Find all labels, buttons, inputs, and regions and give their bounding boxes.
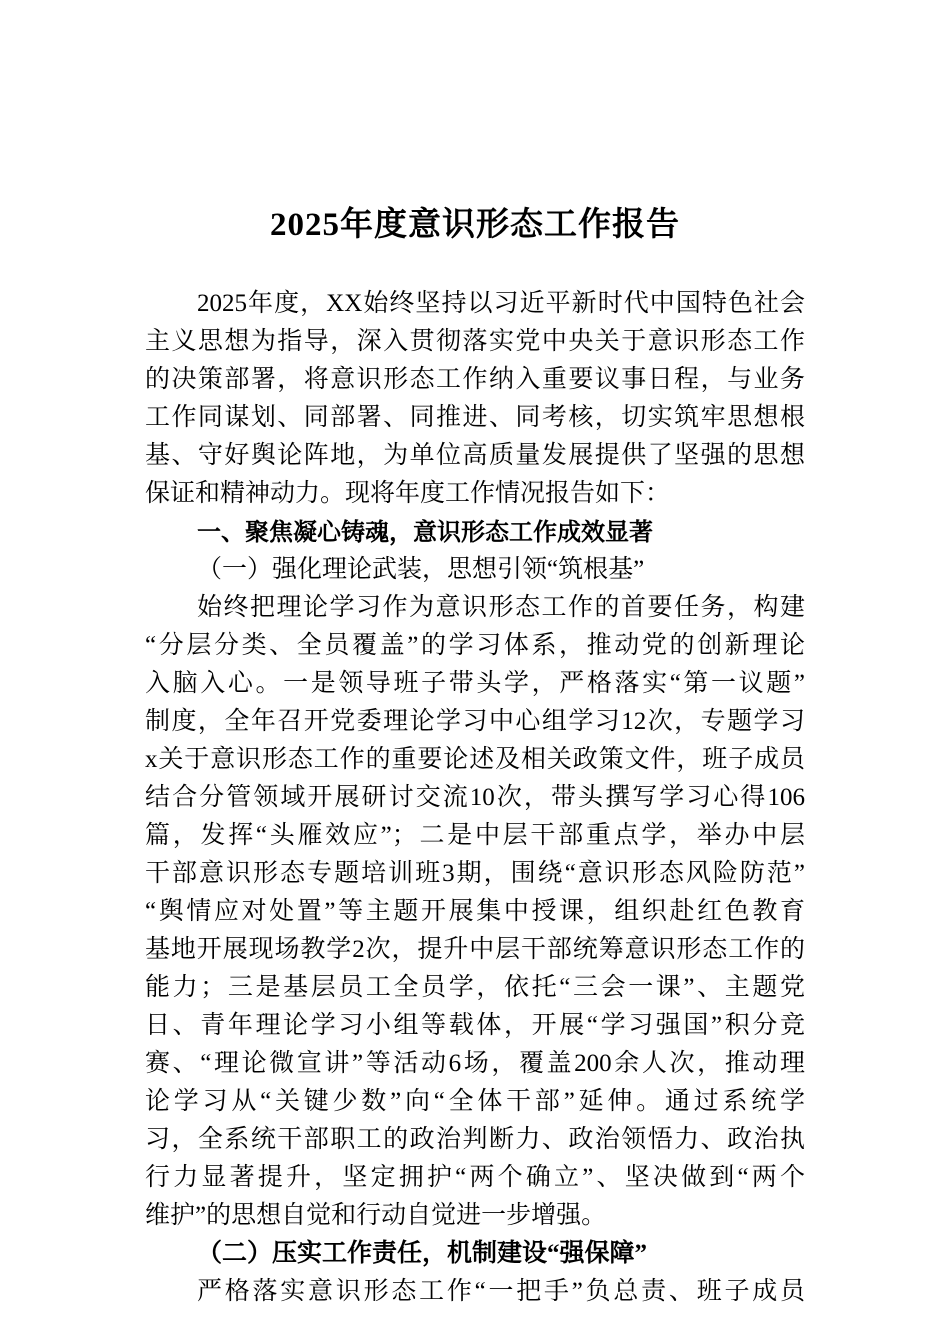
paragraph-line: 制度，全年召开党委理论学习中心组学习12次，专题学习 xyxy=(145,708,805,735)
paragraph-line: “分层分类、全员覆盖”的学习体系，推动党的创新理论 xyxy=(145,632,805,659)
section-heading: 一、聚焦凝心铸魂，意识形态工作成效显著 xyxy=(197,518,653,546)
paragraph-line: 基地开展现场教学2次，提升中层干部统筹意识形态工作的 xyxy=(145,936,805,963)
paragraph-line: 赛、“理论微宣讲”等活动6场，覆盖200余人次，推动理 xyxy=(145,1050,805,1077)
subsection-heading: （二）压实工作责任，机制建设“强保障” xyxy=(197,1240,648,1267)
paragraph-line: 行力显著提升，坚定拥护“两个确立”、坚决做到“两个 xyxy=(145,1164,805,1191)
paragraph-line: 日、青年理论学习小组等载体，开展“学习强国”积分竞 xyxy=(145,1012,805,1039)
paragraph-line: 干部意识形态专题培训班3期，围绕“意识形态风险防范” xyxy=(145,860,805,887)
paragraph-line: 始终把理论学习作为意识形态工作的首要任务，构建 xyxy=(197,594,805,621)
paragraph-line: 严格落实意识形态工作“一把手”负总责、班子成员 xyxy=(197,1278,805,1305)
paragraph-line: 论学习从“关键少数”向“全体干部”延伸。通过系统学 xyxy=(145,1088,805,1115)
intro-line: 的决策部署，将意识形态工作纳入重要议事日程，与业务 xyxy=(145,366,805,393)
paragraph-line: 结合分管领域开展研讨交流10次，带头撰写学习心得106 xyxy=(145,784,805,811)
intro-line: 2025年度，XX始终坚持以习近平新时代中国特色社会 xyxy=(197,290,805,317)
document-title: 2025年度意识形态工作报告 xyxy=(270,207,680,243)
document-body xyxy=(145,285,805,1311)
paragraph-line: 维护”的思想自觉和行动自觉进一步增强。 xyxy=(145,1202,607,1229)
intro-line: 工作同谋划、同部署、同推进、同考核，切实筑牢思想根 xyxy=(145,404,805,431)
paragraph-line: 入脑入心。一是领导班子带头学，严格落实“第一议题” xyxy=(145,670,805,697)
paragraph-line: x关于意识形态工作的重要论述及相关政策文件，班子成员 xyxy=(145,746,805,773)
intro-line: 基、守好舆论阵地，为单位高质量发展提供了坚强的思想 xyxy=(145,442,805,469)
intro-line: 主义思想为指导，深入贯彻落实党中央关于意识形态工作 xyxy=(145,328,805,355)
paragraph-line: “舆情应对处置”等主题开展集中授课，组织赴红色教育 xyxy=(145,898,805,925)
intro-line: 保证和精神动力。现将年度工作情况报告如下： xyxy=(145,480,671,507)
paragraph-line: 能力；三是基层员工全员学，依托“三会一课”、主题党 xyxy=(145,974,805,1001)
paragraph-line: 篇，发挥“头雁效应”；二是中层干部重点学，举办中层 xyxy=(145,822,805,849)
paragraph-line: 习，全系统干部职工的政治判断力、政治领悟力、政治执 xyxy=(145,1126,805,1153)
subsection-heading: （一）强化理论武装，思想引领“筑根基” xyxy=(197,556,645,583)
